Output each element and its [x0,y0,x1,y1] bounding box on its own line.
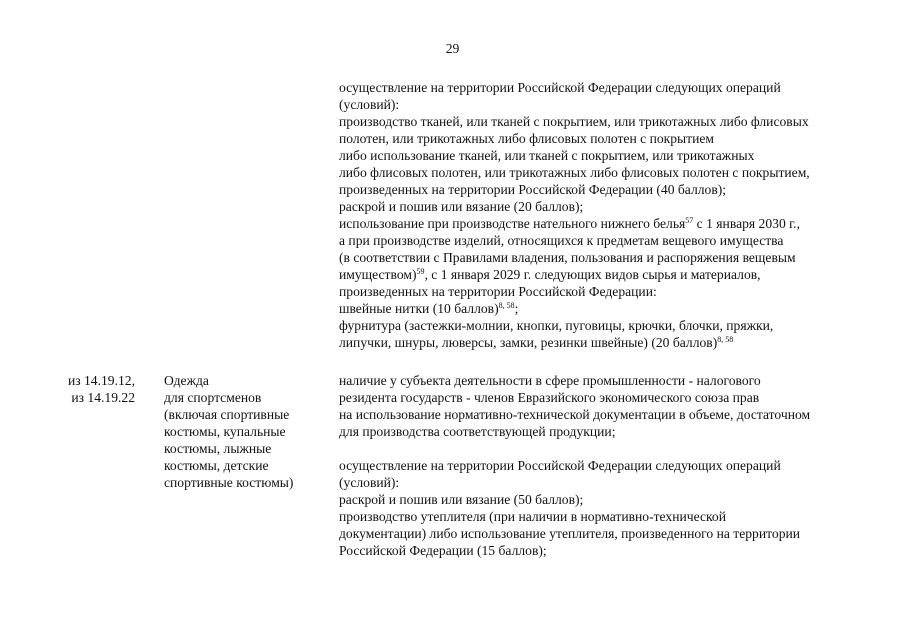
text-line: (условий): [339,97,400,112]
product-code-cell [40,372,135,406]
text-line: осуществление на территории Российской Федерации следующих операций [339,80,781,95]
text-line [339,300,810,317]
requirements-block-1 [339,79,810,351]
text-line: осуществление на территории Российской Федерации следующих операций [339,458,781,473]
footnote-ref: 8, 58 [498,301,515,310]
text-fragment: швейные нитки (10 баллов) [339,301,499,316]
text-fragment: , с 1 января 2029 г. следующих видов сырья и материалов, [424,267,761,282]
requirements-block-2 [339,372,810,440]
text-line: наличие у субъекта деятельности в сфере промышленности - налогового [339,373,761,388]
text-line: резидента государств - членов Евразийского экономического союза прав [339,390,760,405]
text-line [339,334,810,351]
text-line: документации) либо использование утеплителя, произведенного на территории [339,526,801,541]
requirements-block-3 [339,457,800,559]
text-line [339,266,810,283]
text-line: (в соответствии с Правилами владения, пользования и распоряжения вещевым [339,250,796,265]
footnote-ref: 57 [685,216,694,225]
text-line: фурнитура (застежки-молнии, кнопки, пуговицы, крючки, блочки, пряжки, [339,318,774,333]
text-line: (включая спортивные [164,407,290,422]
text-line: (условий): [339,475,400,490]
text-fragment: имуществом) [339,267,417,282]
text-line: Одежда [164,373,209,388]
text-line: а при производстве изделий, относящихся к предметам вещевого имущества [339,233,784,248]
text-line: для производства соответствующей продукции; [339,424,616,439]
text-line: раскрой и пошив или вязание (50 баллов); [339,492,584,507]
text-fragment: липучки, шнуры, люверсы, замки, резинки швейные) (20 баллов) [339,335,718,350]
text-fragment: с 1 января 2030 г., [693,216,800,231]
text-line: раскрой и пошив или вязание (20 баллов); [339,199,584,214]
product-code: из 14.19.22 [71,390,135,405]
footnote-ref: 8, 58 [717,335,734,344]
product-name-cell [164,372,293,491]
text-fragment: использование при производстве нательного нижнего белья [339,216,686,231]
text-line: производство утеплителя (при наличии в нормативно-технической [339,509,726,524]
text-line: спортивные костюмы) [164,475,294,490]
text-line: костюмы, детские [164,458,269,473]
page-number: 29 [445,41,460,56]
text-line: костюмы, лыжные [164,441,272,456]
text-line: либо флисовых полотен, или трикотажных либо флисовых полотен с покрытием, [339,165,810,180]
footnote-ref: 59 [416,267,425,276]
text-line: Российской Федерации (15 баллов); [339,543,547,558]
text-line: полотен, или трикотажных либо флисовых полотен с покрытием [339,131,715,146]
text-fragment: ; [514,301,519,316]
text-line: произведенных на территории Российской Федерации: [339,284,657,299]
text-line: произведенных на территории Российской Федерации (40 баллов); [339,182,727,197]
text-line: производство тканей, или тканей с покрытием, или трикотажных либо флисовых [339,114,809,129]
text-line: костюмы, купальные [164,424,286,439]
text-line: для спортсменов [164,390,262,405]
text-line: на использование нормативно-технической документации в объеме, достаточном [339,407,811,422]
product-code: из 14.19.12, [67,373,135,388]
text-line: либо использование тканей, или тканей с покрытием, или трикотажных [339,148,755,163]
text-line [339,215,810,232]
